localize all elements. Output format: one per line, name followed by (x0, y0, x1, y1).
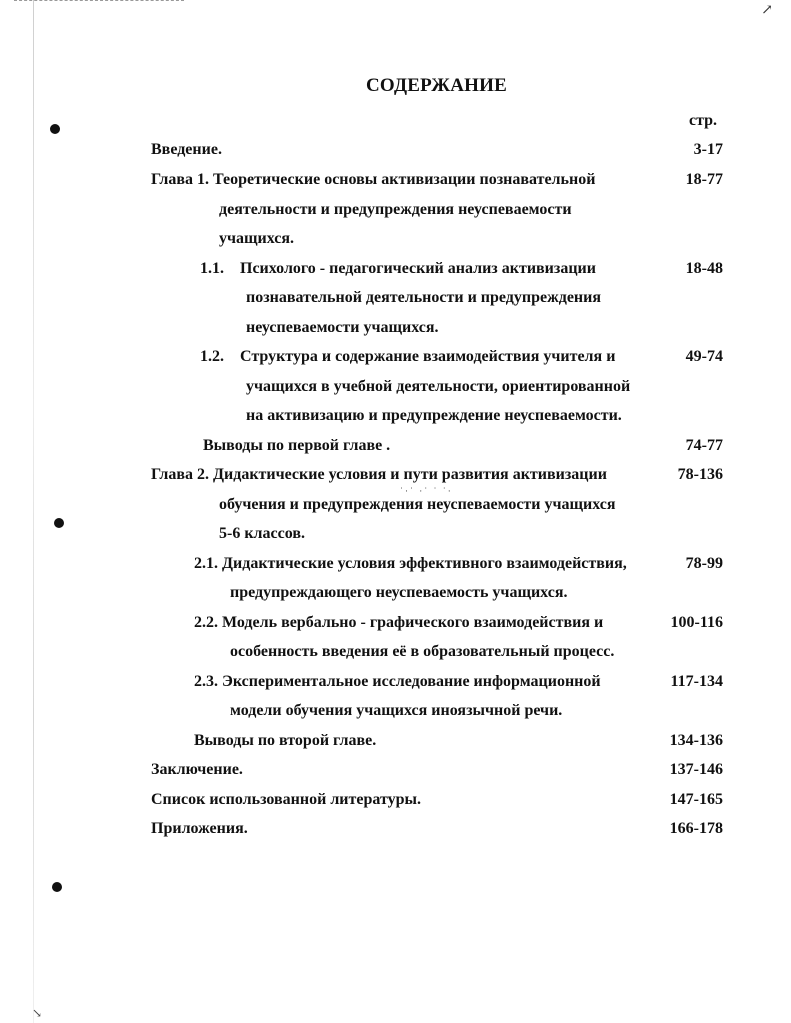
toc-entry-text: Приложения. (151, 820, 248, 837)
toc-entry-pages: 100-116 (670, 614, 723, 631)
toc-entry-text: учащихся. (219, 230, 295, 247)
toc-entry-pages: 18-48 (685, 260, 723, 277)
toc-entry-text: Список использованной литературы. (151, 791, 421, 808)
punch-hole-middle (54, 518, 64, 528)
toc-entry-text: Глава 2. Дидактические условия и пути развития активизации (151, 466, 607, 483)
punch-hole-top (50, 124, 60, 134)
toc-entry-text: Заключение. (151, 761, 243, 778)
toc-entry-pages: 137-146 (669, 761, 723, 778)
toc-entry-pages: 166-178 (669, 820, 723, 837)
toc-entry-text: 1.2. Структура и содержание взаимодействия учителя и (200, 348, 616, 365)
toc-entry-text: предупреждающего неуспеваемость учащихся. (230, 584, 568, 601)
toc-entry-text: учащихся в учебной деятельности, ориентированной (246, 378, 631, 395)
toc-entry-text: обучения и предупреждения неуспеваемости учащихся (219, 496, 616, 513)
toc-entry-text: особенность введения её в образовательный процесс. (230, 643, 615, 660)
toc-entry-text: неуспеваемости учащихся. (246, 319, 439, 336)
page-column-header: стр. (689, 112, 718, 129)
scan-corner-mark: ↗ (761, 3, 773, 18)
scan-speckle: ˙·˙ ·˙ ˙ ˙· (400, 486, 453, 496)
toc-entry-text: Выводы по первой главе . (203, 437, 391, 454)
toc-entry-text: 5-6 классов. (219, 525, 305, 542)
toc-entry-text: 1.1. Психолого - педагогический анализ активизации (200, 260, 596, 277)
toc-entry-pages: 3-17 (693, 141, 723, 158)
toc-entry-text: 2.1. Дидактические условия эффективного взаимодействия, (194, 555, 627, 572)
toc-entry-text: 2.2. Модель вербально - графического взаимодействия и (194, 614, 604, 631)
toc-entry-text: 2.3. Экспериментальное исследование информационной (194, 673, 601, 690)
toc-entry-text: на активизацию и предупреждение неуспеваемости. (246, 407, 622, 424)
toc-entry-pages: 78-99 (685, 555, 723, 572)
punch-hole-bottom (52, 882, 62, 892)
scan-top-mark (14, 0, 184, 7)
toc-entry-text: Введение. (151, 141, 222, 158)
page-title: СОДЕРЖАНИЕ (366, 75, 507, 96)
toc-entry-pages: 18-77 (685, 171, 723, 188)
toc-entry-text: модели обучения учащихся иноязычной речи. (230, 702, 563, 719)
toc-entry-pages: 134-136 (669, 732, 723, 749)
scan-edge-line (33, 0, 34, 1023)
toc-entry-text: Выводы по второй главе. (194, 732, 377, 749)
scan-bottom-mark: ↘ (32, 1006, 43, 1020)
toc-entry-text: познавательной деятельности и предупреждения (246, 289, 602, 306)
toc-entry-pages: 117-134 (670, 673, 723, 690)
toc-entry-pages: 147-165 (669, 791, 723, 808)
toc-entry-pages: 74-77 (685, 437, 723, 454)
toc-entry-text: деятельности и предупреждения неуспеваемости (219, 201, 572, 218)
toc-entry-text: Глава 1. Теоретические основы активизации познавательной (151, 171, 596, 188)
toc-entry-pages: 49-74 (685, 348, 723, 365)
toc-entry-pages: 78-136 (677, 466, 723, 483)
